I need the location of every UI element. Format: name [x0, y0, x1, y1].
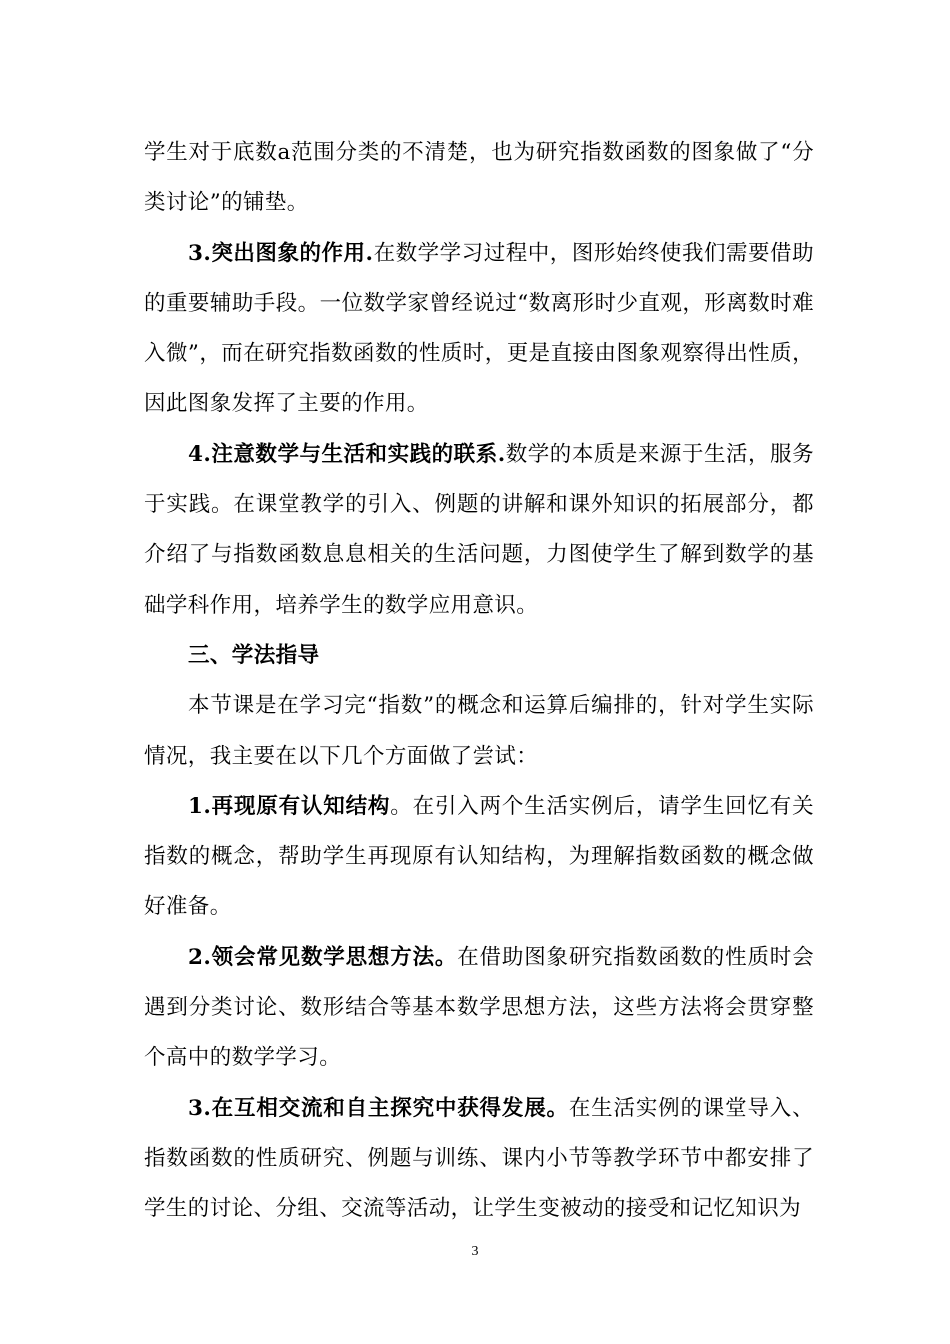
paragraph-0: [144, 128, 814, 229]
paragraph-lead: 3.在互相交流和自主探究中获得发展。: [188, 1095, 569, 1121]
paragraph-5: [144, 782, 814, 933]
paragraph-1: [144, 229, 814, 430]
paragraph-lead: 4.注意数学与生活和实践的联系.: [188, 441, 506, 467]
paragraph-4: [144, 681, 814, 782]
paragraph-text: 在借助图象研究指数函数的性质时会遇到分类讨论、数形结合等基本数学思想方法，这些方法将会贯穿整个高中的数学学习。: [144, 944, 814, 1071]
paragraph-lead: 3.突出图象的作用.: [188, 240, 374, 266]
paragraph-text: 在数学学习过程中，图形始终使我们需要借助的重要辅助手段。一位数学家曾经说过“数离形时少直观，形离数时难入微”，而在研究指数函数的性质时，更是直接由图象观察得出性质，因此图象发挥了主要的作用。: [144, 240, 814, 417]
paragraph-lead: 1.再现原有认知结构: [188, 793, 391, 819]
paragraph-text: 本节课是在学习完“指数”的概念和运算后编排的，针对学生实际情况，我主要在以下几个方面做了尝试：: [144, 693, 814, 769]
paragraph-text: 。在引入两个生活实例后，请学生回忆有关指数的概念，帮助学生再现原有认知结构，为理解指数函数的概念做好准备。: [144, 793, 814, 920]
page-body: [144, 128, 814, 1235]
section-heading-text: 三、学法指导: [188, 642, 320, 668]
section-heading: [144, 631, 814, 681]
paragraph-6: [144, 933, 814, 1084]
paragraph-2: [144, 430, 814, 631]
page-number: 3: [471, 1244, 479, 1259]
paragraph-text: 数学的本质是来源于生活，服务于实践。在课堂教学的引入、例题的讲解和课外知识的拓展部分，都介绍了与指数函数息息相关的生活问题，力图使学生了解到数学的基础学科作用，培养学生的数学应用意识。: [144, 441, 814, 618]
paragraph-7: [144, 1084, 814, 1235]
paragraph-lead: 2.领会常见数学思想方法。: [188, 944, 458, 970]
paragraph-text: 学生对于底数a范围分类的不清楚，也为研究指数函数的图象做了“分类讨论”的铺垫。: [144, 140, 814, 216]
paragraph-text: 在生活实例的课堂导入、指数函数的性质研究、例题与训练、课内小节等教学环节中都安排了学生的讨论、分组、交流等活动，让学生变被动的接受和记忆知识为: [144, 1095, 814, 1222]
